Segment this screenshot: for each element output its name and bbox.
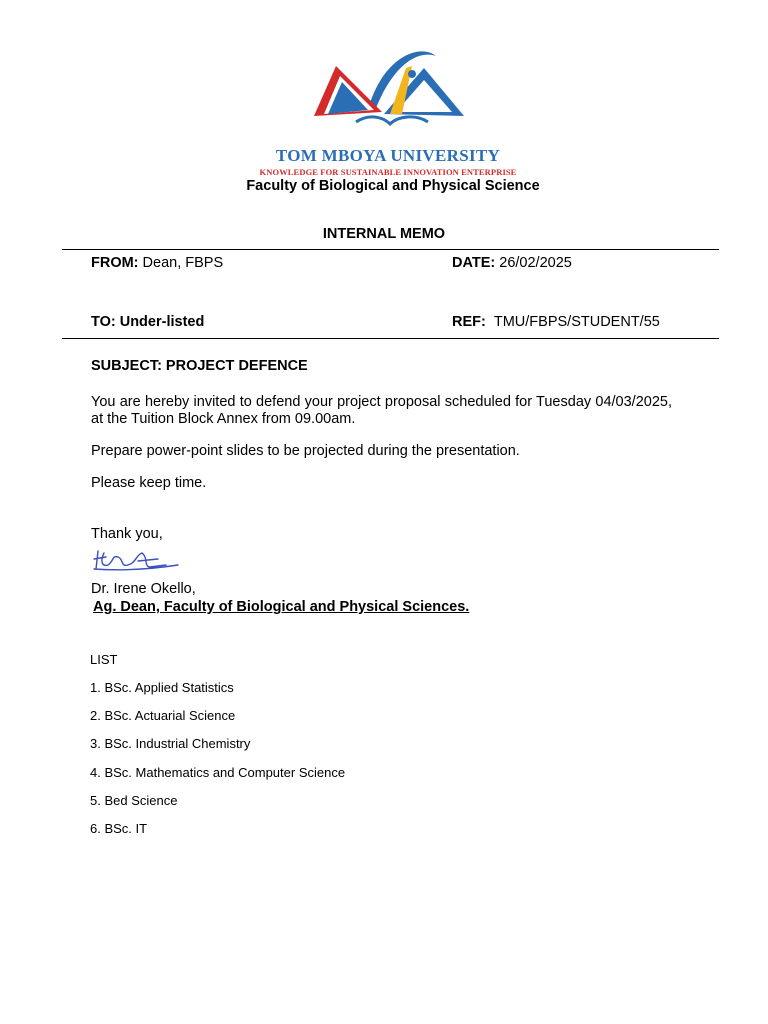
date-value: 26/02/2025 (499, 255, 572, 271)
body-paragraph-3: Please keep time. (91, 475, 207, 491)
list-item: 2. BSc. Actuarial Science (90, 708, 236, 723)
list-heading: LIST (90, 652, 118, 667)
body-paragraph-2: Prepare power-point slides to be projected during the presentation. (91, 443, 520, 459)
date-label: DATE: (452, 255, 496, 271)
closing-text: Thank you, (91, 526, 163, 542)
signature-icon (92, 547, 182, 575)
body-paragraph-1: You are hereby invited to defend your project proposal scheduled for Tuesday 04/03/2025, at the Tuition Block Annex from 09.00am. (91, 394, 672, 427)
memo-title: INTERNAL MEMO (322, 226, 446, 242)
divider-top (62, 249, 719, 250)
from-label: FROM: (91, 255, 139, 271)
signatory-name: Dr. Irene Okello, (91, 581, 196, 597)
date-field (452, 255, 572, 271)
signatory-title: Ag. Dean, Faculty of Biological and Physical Sciences. (93, 599, 470, 615)
ref-label: REF: (452, 314, 486, 330)
university-logo-icon (306, 40, 476, 152)
ref-field (452, 314, 660, 330)
from-value: Dean, FBPS (142, 255, 224, 271)
faculty-name: Faculty of Biological and Physical Science (246, 178, 540, 194)
list-item: 6. BSc. IT (90, 821, 148, 836)
list-item: 3. BSc. Industrial Chemistry (90, 736, 251, 751)
ref-value: TMU/FBPS/STUDENT/55 (493, 314, 660, 330)
list-item: 1. BSc. Applied Statistics (90, 680, 234, 695)
list-item: 5. Bed Science (90, 793, 178, 808)
university-motto: KNOWLEDGE FOR SUSTAINABLE INNOVATION ENTERPRISE (259, 167, 517, 177)
divider-bottom (62, 338, 719, 339)
list-item: 4. BSc. Mathematics and Computer Science (90, 765, 346, 780)
memo-subject: SUBJECT: PROJECT DEFENCE (91, 358, 308, 374)
university-name: TOM MBOYA UNIVERSITY (275, 146, 501, 165)
from-field (91, 255, 223, 271)
to-field: TO: Under-listed (91, 314, 205, 330)
